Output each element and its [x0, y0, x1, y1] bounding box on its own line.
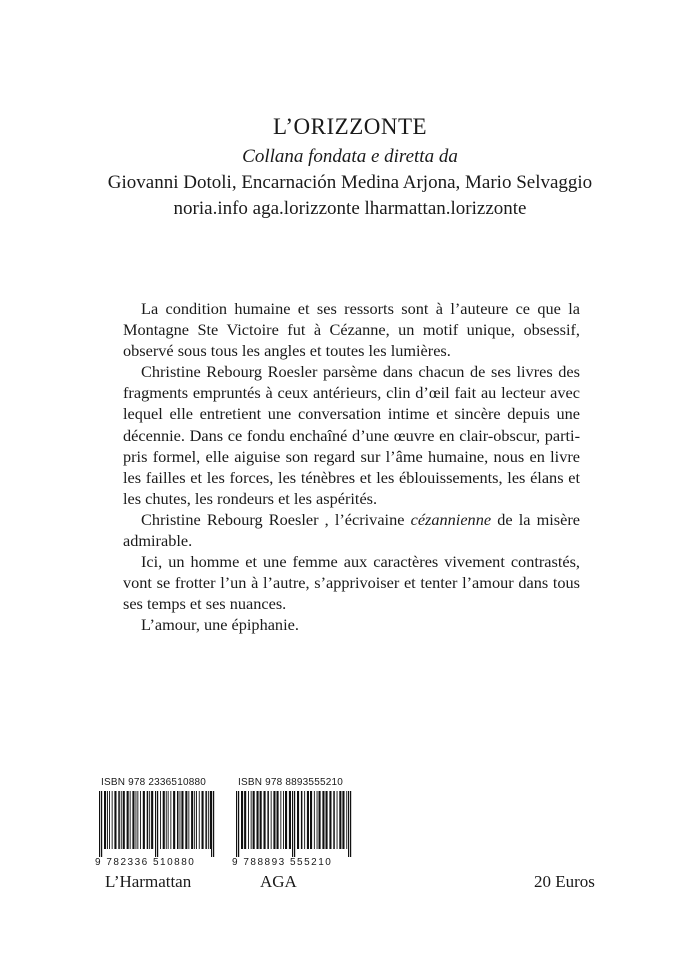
barcode-right	[232, 791, 355, 857]
blurb-p3-end: de la misère admirable.	[123, 509, 580, 551]
blurb-paragraph-1: La condition humaine et ses ressorts sont à l’auteure ce que la Montagne Ste Victoire fut à Cézanne, un motif unique, obsessif, observé sous tous les angles et toutes les lumières.	[123, 299, 580, 361]
blurb-p3-italic: cézannienne	[410, 509, 492, 529]
barcode-right-digits: 9 788893 555210	[232, 857, 333, 868]
series-subtitle: Collana fondata e diretta da	[242, 146, 458, 167]
series-header	[0, 112, 700, 222]
blurb-paragraph-2: Christine Rebourg Roesler parsème dans chacun de ses livres des fragments empruntés à ceux antérieurs, clin d’œil fait au lecteur avec lequel elle entretient une conversation intime et sincère depuis une décennie. Dans ce fondu enchaîné d’une œuvre en clair-obscur, parti-pris formel, elle aiguise son regard sur l’âme humaine, nous en livre les failles et les forces, les ténèbres et les éblouissements, les élans et les chutes, les rondeurs et les aspérités.	[123, 362, 580, 508]
back-cover-blurb	[123, 298, 580, 636]
barcode-left-digits: 9 782336 510880	[95, 857, 196, 868]
barcode-left	[95, 791, 218, 857]
publisher-right: AGA	[260, 872, 297, 891]
barcode-right-block	[232, 777, 357, 868]
isbn-left: ISBN 978 2336510880	[101, 777, 206, 788]
blurb-paragraph-3	[123, 509, 580, 551]
price: 20 Euros	[534, 872, 595, 891]
blurb-p3-start: Christine Rebourg Roesler , l’écrivaine	[141, 509, 411, 529]
barcode-left-block	[95, 777, 220, 868]
series-editors: Giovanni Dotoli, Encarnación Medina Arjona, Mario Selvaggio	[107, 172, 593, 193]
publisher-left: L’Harmattan	[105, 872, 192, 891]
isbn-right: ISBN 978 8893555210	[238, 777, 343, 788]
blurb-paragraph-4: Ici, un homme et une femme aux caractères vivement contrastés, vont se frotter l’un à l’autre, s’apprivoiser et tenter l’amour dans tous ses temps et ses nuances.	[123, 552, 580, 614]
series-title: L’ORIZZONTE	[272, 114, 428, 139]
blurb-paragraph-5: L’amour, une épiphanie.	[141, 615, 299, 635]
series-links: noria.info aga.lorizzonte lharmattan.lorizzonte	[173, 198, 527, 219]
